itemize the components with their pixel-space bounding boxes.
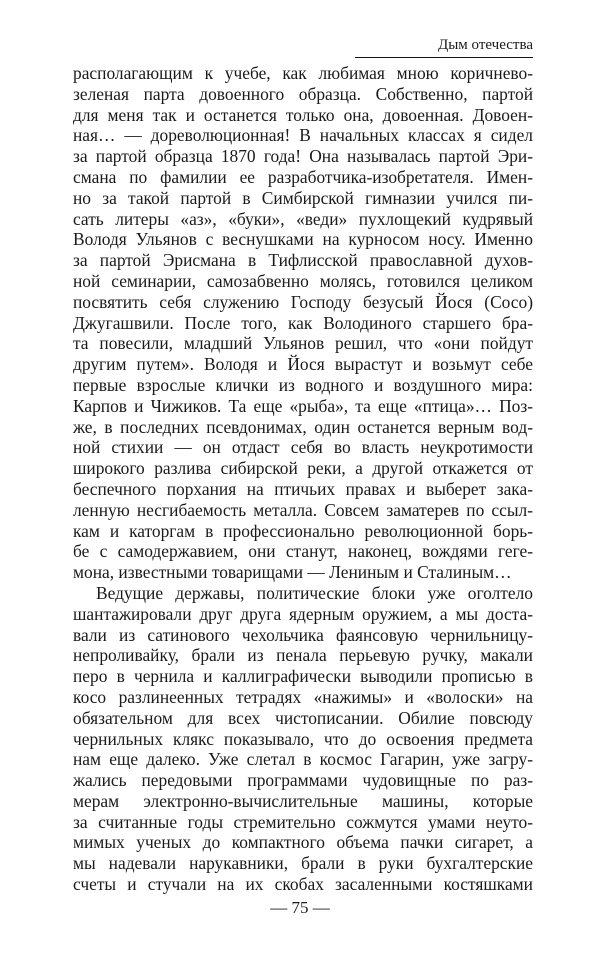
paragraph-2 bbox=[73, 583, 533, 895]
text-line: Ведущие державы, политические блоки уже оголтело bbox=[96, 582, 533, 603]
text-line: ной семинарии, самозабвенно молясь, готовился целиком bbox=[73, 270, 533, 291]
text-line: другим путем». Володя и Йося вырастут и возьмут себе bbox=[73, 354, 533, 375]
page-number: — 75 — bbox=[270, 898, 330, 917]
text-line: зеленая парта довоенного образца. Собственно, партой bbox=[73, 83, 533, 104]
text-line: мона, известными товарищами — Лениным и Сталиным… bbox=[73, 562, 512, 583]
text-line: но за такой партой в Симбирской гимназии учился пи- bbox=[73, 187, 533, 208]
text-line: же, в последних псевдонимах, один останется верным вод- bbox=[73, 416, 533, 437]
text-line: Володя Ульянов с веснушками на курносом носу. Именно bbox=[73, 229, 533, 250]
paragraph-1 bbox=[73, 63, 533, 583]
text-line: вали из сатинового чехольчика фаянсовую чернильницу- bbox=[73, 624, 533, 645]
text-line: нам еще далеко. Уже слетал в космос Гагарин, уже загру- bbox=[73, 749, 533, 770]
text-line: ной стихии — он отдаст себя во власть неукротимости bbox=[73, 437, 533, 458]
text-line: располагающим к учебе, как любимая мною коричнево- bbox=[73, 63, 533, 83]
text-line: ная… — дореволюционная! В начальных классах я сидел bbox=[73, 125, 533, 146]
text-line: ленную несгибаемость металла. Совсем заматерев по ссыл- bbox=[73, 499, 533, 520]
text-line: кам и каторгам в профессионально революционной борь- bbox=[73, 520, 533, 541]
text-line: косо разлинеенных тетрадях «нажимы» и «волоски» на bbox=[73, 686, 533, 707]
text-line: беспечного порхания на птичьих правах и выберет зака- bbox=[73, 478, 533, 499]
text-line: перо в чернила и каллиграфически выводили прописью в bbox=[73, 666, 533, 687]
text-line: обязательном для всех чистописании. Обилие повсюду bbox=[73, 707, 533, 728]
text-line: чернильных клякс показывало, что до освоения предмета bbox=[73, 728, 533, 749]
text-line: мы надевали нарукавники, брали в руки бухгалтерские bbox=[73, 853, 533, 874]
running-head: Дым отечества bbox=[437, 37, 533, 53]
text-line: первые взрослые клички из водного и воздушного мира: bbox=[73, 374, 533, 395]
text-line: за партой Эрисмана в Тифлисской православной духов- bbox=[73, 250, 533, 271]
text-line: для меня так и останется только она, довоенная. Довоен- bbox=[73, 104, 533, 125]
text-line: широкого разлива сибирской реки, а другой откажется от bbox=[73, 458, 533, 479]
text-line: непроливайку, брали из пенала перьевую ручку, макали bbox=[73, 645, 533, 666]
text-line: посвятить себя служению Господу безусый Йося (Сосо) bbox=[73, 291, 533, 312]
text-line: Карпов и Чижиков. Та еще «рыба», та еще «птица»… Поз- bbox=[73, 395, 533, 416]
text-line: мимых ученых до компактного объема пачки сигарет, а bbox=[73, 832, 533, 853]
text-line: бе с самодержавием, они станут, наконец, вождями геге- bbox=[73, 541, 533, 562]
text-line: за партой образца 1870 года! Она называлась партой Эри- bbox=[73, 146, 533, 167]
text-line: за считанные годы стремительно сожмутся умами неуто- bbox=[73, 811, 533, 832]
text-line: Джугашвили. После того, как Володиного старшего бра- bbox=[73, 312, 533, 333]
text-line: смана по фамилии ее разработчика-изобретателя. Имен- bbox=[73, 166, 533, 187]
text-line: шантажировали друг друга ядерным оружием, а мы доста- bbox=[73, 603, 533, 624]
text-line: та повесили, младший Ульянов решил, что «они пойдут bbox=[73, 333, 533, 354]
text-line: сать литеры «аз», «буки», «веди» пухлощекий кудрявый bbox=[73, 208, 533, 229]
text-line: счеты и стучали на их скобах засаленными костяшками bbox=[73, 874, 533, 895]
header-rule bbox=[355, 57, 533, 58]
text-line: жались передовыми программами чудовищные по раз- bbox=[73, 770, 533, 791]
text-line: мерам электронно-вычислительные машины, которые bbox=[73, 790, 533, 811]
body-text bbox=[73, 63, 533, 895]
